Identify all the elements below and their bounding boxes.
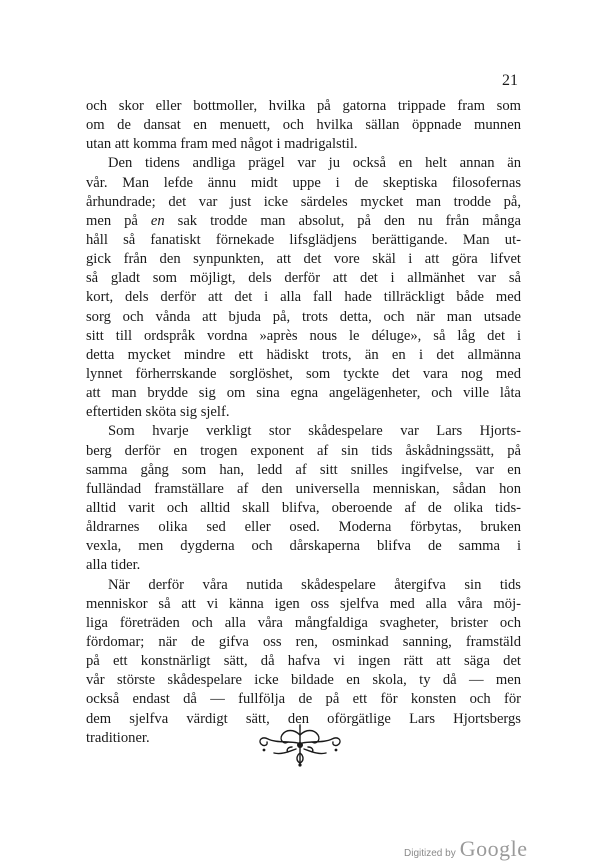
text-line: om de dansat en menuett, och hvilka sällan öppnade munnen [86, 117, 521, 134]
text-line: sorg och vånda att bjuda på, trots detta, och när man utsade [86, 308, 521, 325]
text-line: fulländad framställare af den universella menniskan, sådan hon [86, 480, 521, 497]
text-line: så gladt som möjligt, dels derför att det i allmänhet var så [86, 270, 521, 287]
google-logo: Google [459, 836, 528, 861]
text-line: När derför våra nutida skådespelare återgifva sin tids [108, 576, 521, 593]
text-line: fördomar; när de gifva oss ren, osminkad sanning, framstäld [86, 633, 521, 650]
text-line: samma gång som han, ledd af sitt snilles ingifvelse, var en [86, 461, 521, 478]
floral-tailpiece-icon [252, 723, 348, 767]
text-line: håll så fanatiskt förnekade lifsglädjens berättigande. Man ut- [86, 231, 521, 248]
page-number: 21 [502, 72, 518, 89]
text-line: liga företräden och alla våra mångfaldiga svagheter, brister och [86, 614, 521, 631]
text-line: sitt till ordspråk vordna »après nous le déluge», så låg det i [86, 327, 521, 344]
text-line: Den tidens andliga prägel var ju också en helt annan än [108, 155, 521, 172]
text-line: gick från den synpunkten, att det vore skäl i att göra lifvet [86, 251, 521, 268]
text-line: detta mycket mindre ett hädiskt trots, än en i det allmänna [86, 346, 521, 363]
text-line: Som hvarje verkligt stor skådespelare var Lars Hjorts- [108, 423, 521, 440]
body-text [86, 97, 521, 748]
emphasis-word: en [150, 212, 165, 229]
text-line: vår störste skådespelare icke bildade en skola, ty då — men [86, 672, 521, 689]
text-line: alltid varit och alltid skall blifva, oberoende af de olika tids- [86, 499, 521, 516]
text-line: på ett konstnärligt sätt, då hafva vi ingen rätt att säga det [86, 653, 521, 670]
text-line: att man brydde sig om sina egna angelägenheter, och ville låta [86, 385, 521, 402]
digitized-label: Digitized by [404, 848, 456, 859]
text-line: dem sjelfva värdigt sätt, den oförgätlige Lars Hjortsbergs [86, 710, 521, 727]
text-line: berg derför en trogen exponent af sin tids åskådningssätt, på [86, 442, 521, 459]
text-line: vår. Man lefde ännu midt uppe i de skeptiska filosofernas [86, 174, 521, 191]
text-line: utan att komma fram med något i madrigalstil. [86, 136, 358, 153]
text-line: menniskor så att vi känna igen oss sjelfva med alla våra möj- [86, 595, 521, 612]
text-line: åldrarnes olika sed eller osed. Moderna förbytas, bruken [86, 519, 521, 536]
text-line: vexla, men dygderna och dårskaperna blifva de samma i [86, 538, 521, 555]
text-line: alla tider. [86, 557, 141, 574]
text-line: också endast då — fullfölja de på ett för konsten och för [86, 691, 521, 708]
text-line: århundrade; det var just icke särdeles mycket man trodde på, [86, 193, 521, 210]
text-line: lynnet förherrskande sorglöshet, som tyckte det vara nog med [86, 365, 521, 382]
text-line: traditioner. [86, 729, 150, 746]
digitized-watermark [404, 836, 584, 864]
text-line: men på en sak trodde man absolut, på den nu från många [86, 212, 521, 229]
text-line: kort, dels derför att det i alla fall hade tillräckligt både med [86, 289, 521, 306]
text-line: eftertiden sköta sig sjelf. [86, 404, 230, 421]
text-line: och skor eller bottmoller, hvilka på gatorna trippade fram som [86, 98, 521, 114]
